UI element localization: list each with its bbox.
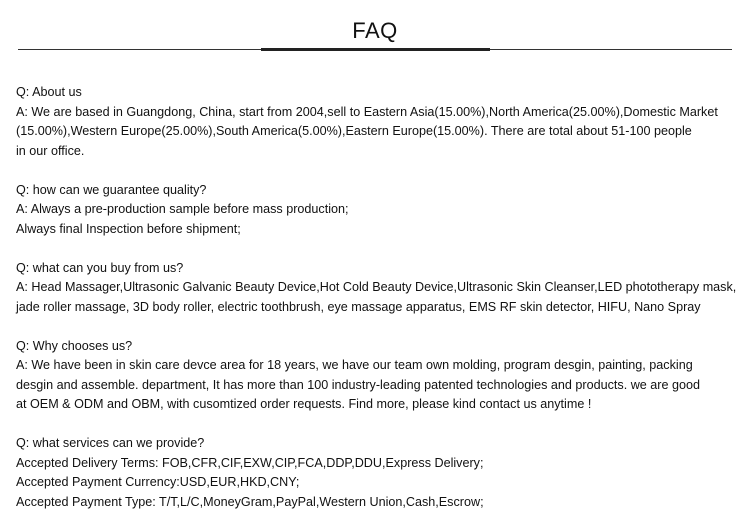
- faq-answer-line: desgin and assemble. department, It has more than 100 industry-leading patented technologies and products. we are good: [16, 377, 701, 392]
- faq-why-us: [16, 337, 736, 415]
- faq-products: [16, 259, 736, 318]
- faq-answer-line: Accepted Payment Type: T/T,L/C,MoneyGram,PayPal,Western Union,Cash,Escrow;: [16, 494, 484, 509]
- faq-question: Q: what services can we provide?: [16, 436, 205, 450]
- title-underline: [261, 48, 490, 51]
- faq-question: Q: what can you buy from us?: [16, 260, 184, 275]
- faq-answer-line: Always final Inspection before shipment;: [16, 221, 241, 236]
- faq-question: Q: how can we guarantee quality?: [16, 182, 207, 197]
- faq-answer-line: A: Head Massager,Ultrasonic Galvanic Beauty Device,Hot Cold Beauty Device,Ultrasonic Skin Cleanser,LED phototherapy mask,: [16, 280, 737, 294]
- faq-answer-line: A: We are based in Guangdong, China, start from 2004,sell to Eastern Asia(15.00%),North America(25.00%),Domestic Market: [16, 104, 718, 119]
- faq-services: [16, 434, 736, 512]
- faq-quality: [16, 181, 736, 240]
- faq-list: [16, 83, 736, 532]
- faq-question: Q: Why chooses us?: [16, 338, 133, 353]
- faq-answer-line: Accepted Delivery Terms: FOB,CFR,CIF,EXW,CIP,FCA,DDP,DDU,Express Delivery;: [16, 455, 484, 470]
- faq-answer-line: A: We have been in skin care devce area for 18 years, we have our team own molding, program desgin, painting, packing: [16, 358, 693, 372]
- faq-answer-line: Accepted Payment Currency:USD,EUR,HKD,CNY;: [16, 475, 300, 489]
- faq-answer-line: at OEM & ODM and OBM, with cusomtized order requests. Find more, please kind contact us anytime !: [16, 397, 592, 411]
- page-title: FAQ: [352, 18, 398, 43]
- faq-answer-line: A: Always a pre-production sample before mass production;: [16, 202, 349, 216]
- faq-question: Q: About us: [16, 85, 82, 99]
- faq-about-us: [16, 83, 736, 161]
- faq-answer-line: jade roller massage, 3D body roller, electric toothbrush, eye massage apparatus, EMS RF skin detector, HIFU, Nano Spray: [16, 299, 701, 314]
- faq-answer-line: in our office.: [16, 143, 85, 158]
- faq-answer-line: (15.00%),Western Europe(25.00%),South America(5.00%),Eastern Europe(15.00%). There are total about 51-100 people: [16, 124, 692, 138]
